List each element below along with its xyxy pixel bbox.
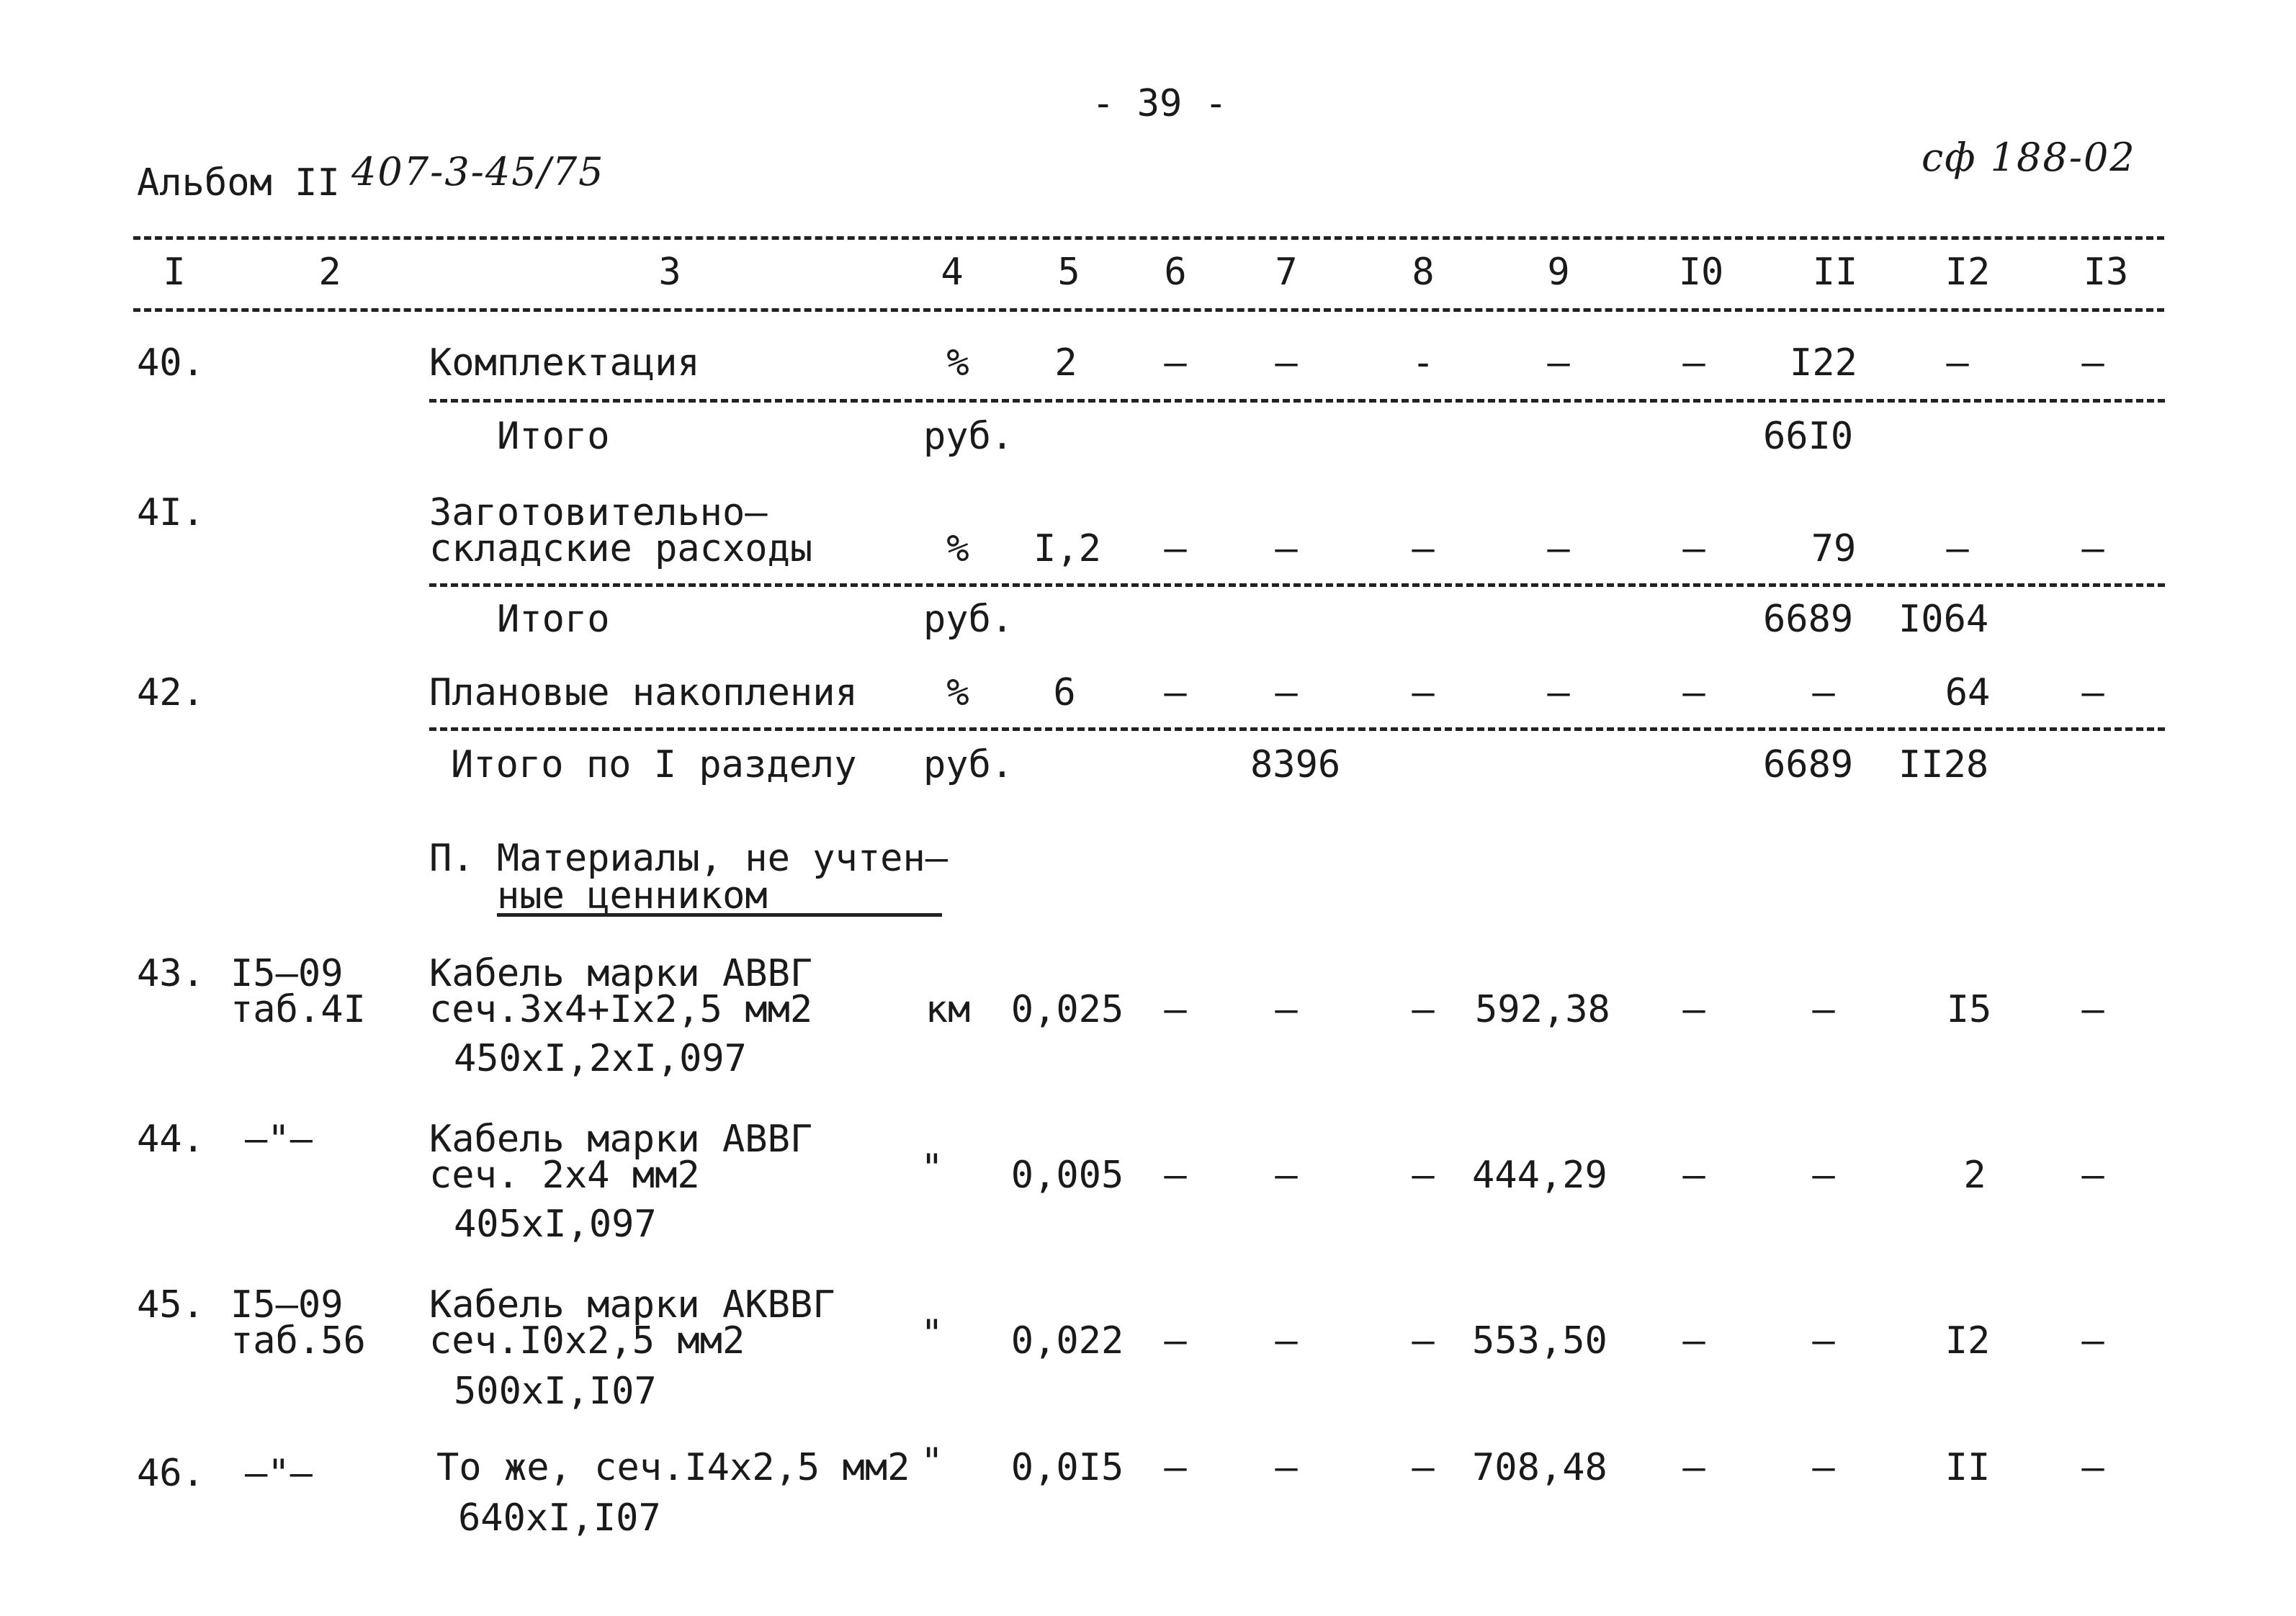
cell-col6: – <box>1164 527 1187 570</box>
cell-col9: 708,48 <box>1472 1446 1607 1489</box>
item-name: складские расходы <box>429 527 813 570</box>
calculation: 405хI,097 <box>454 1203 657 1246</box>
quantity-cell: 0,022 <box>1010 1319 1124 1363</box>
cell-col9: – <box>1547 671 1570 714</box>
subtotal-rule <box>429 727 2165 731</box>
album-code: 407-3-45/75 <box>351 149 605 194</box>
cell-col13: – <box>2081 1319 2104 1363</box>
cell-col9: 553,50 <box>1472 1319 1607 1363</box>
cell-col12: II <box>1945 1446 1991 1489</box>
cell-col7: 8396 <box>1250 743 1341 786</box>
row-number: 44. <box>137 1118 205 1161</box>
section-title-line: П. Материалы, не учтен– <box>429 837 949 880</box>
cell-col8: – <box>1412 1446 1435 1489</box>
unit-cell: % <box>946 527 969 570</box>
cell-col7: – <box>1275 341 1298 385</box>
cell-col7: – <box>1275 671 1298 714</box>
cell-col12: I064 <box>1898 598 1989 641</box>
col-header: 8 <box>1412 251 1435 294</box>
cell-col12: – <box>1946 527 1969 570</box>
item-name: Заготовительно– <box>429 491 768 534</box>
quantity-cell: 6 <box>1053 671 1076 714</box>
cell-col11: 79 <box>1811 527 1857 570</box>
col-header: II <box>1812 251 1858 294</box>
cell-col10: – <box>1682 341 1705 385</box>
cell-col11: 66I0 <box>1763 415 1854 458</box>
cell-col11: 6689 <box>1763 598 1854 641</box>
cell-col11: – <box>1812 1319 1835 1363</box>
item-name: сеч.3х4+Iх2,5 мм2 <box>429 988 813 1031</box>
row-number: 42. <box>137 671 205 714</box>
header-bottom-rule <box>133 308 2164 312</box>
reference-code: таб.56 <box>230 1319 366 1363</box>
cell-col6: – <box>1164 1319 1187 1363</box>
item-name: сеч.I0х2,5 мм2 <box>429 1319 745 1363</box>
unit-cell: % <box>946 671 969 714</box>
unit-cell: " <box>920 1312 943 1355</box>
reference-code: –"– <box>245 1118 313 1161</box>
cell-col11: I22 <box>1790 341 1857 385</box>
quantity-cell: 2 <box>1054 341 1077 385</box>
cell-col13: – <box>2081 1446 2104 1489</box>
cell-col12: I2 <box>1945 1319 1991 1363</box>
cell-col9: 444,29 <box>1472 1154 1607 1197</box>
cell-col11: – <box>1812 1154 1835 1197</box>
calculation: 640хI,I07 <box>458 1496 661 1540</box>
col-header: 5 <box>1057 251 1080 294</box>
item-name: Кабель марки АВВГ <box>429 952 813 995</box>
reference-code: –"– <box>245 1452 313 1495</box>
cell-col12: – <box>1946 341 1969 385</box>
section-underline <box>497 913 942 917</box>
unit-cell: км <box>925 988 971 1031</box>
row-number: 4I. <box>137 491 205 534</box>
cell-col13: – <box>2081 1154 2104 1197</box>
col-header: 7 <box>1275 251 1298 294</box>
unit-cell: " <box>920 1146 943 1190</box>
cell-col6: – <box>1164 1446 1187 1489</box>
quantity-cell: I,2 <box>1033 527 1101 570</box>
cell-col7: – <box>1275 1319 1298 1363</box>
col-header: I3 <box>2083 251 2129 294</box>
cell-col13: – <box>2081 341 2104 385</box>
total-label: Итого <box>497 598 610 641</box>
cell-col6: – <box>1164 1154 1187 1197</box>
col-header: 9 <box>1547 251 1570 294</box>
cell-col12: 64 <box>1945 671 1991 714</box>
cell-col7: – <box>1275 1446 1298 1489</box>
col-header: 2 <box>318 251 341 294</box>
unit-cell: % <box>946 341 969 385</box>
item-name: Кабель марки АКВВГ <box>429 1283 835 1327</box>
col-header: I0 <box>1678 251 1724 294</box>
header-top-rule <box>133 236 2164 240</box>
cell-col8: – <box>1412 988 1435 1031</box>
cell-col11: – <box>1812 671 1835 714</box>
cell-col6: – <box>1164 988 1187 1031</box>
col-header: 3 <box>658 251 681 294</box>
reference-code: таб.4I <box>230 988 366 1031</box>
album-label: Альбом II <box>137 161 340 205</box>
cell-col6: – <box>1164 671 1187 714</box>
row-number: 45. <box>137 1283 205 1327</box>
row-number: 46. <box>137 1452 205 1495</box>
unit-cell: " <box>920 1440 943 1483</box>
sheet-code: сф 188-02 <box>1921 135 2136 180</box>
cell-col12: II28 <box>1898 743 1989 786</box>
cell-col9: 592,38 <box>1475 988 1610 1031</box>
cell-col11: – <box>1812 988 1835 1031</box>
cell-col8: – <box>1412 1154 1435 1197</box>
col-header: I <box>163 251 186 294</box>
cell-col8: – <box>1412 527 1435 570</box>
page-number: - 39 - <box>1092 82 1227 125</box>
unit-cell: руб. <box>923 743 1014 786</box>
quantity-cell: 0,005 <box>1010 1154 1124 1197</box>
subtotal-rule <box>429 583 2165 587</box>
reference-code: I5–09 <box>230 1283 344 1327</box>
cell-col7: – <box>1275 1154 1298 1197</box>
subtotal-rule <box>429 399 2165 403</box>
section-title-line: ные ценником <box>497 874 768 917</box>
col-header: 6 <box>1164 251 1187 294</box>
total-label: Итого <box>497 415 610 458</box>
cell-col10: – <box>1682 1446 1705 1489</box>
item-name: То же, сеч.I4х2,5 мм2 <box>436 1446 910 1489</box>
cell-col8: – <box>1412 1319 1435 1363</box>
cell-col6: – <box>1164 341 1187 385</box>
col-header: 4 <box>941 251 964 294</box>
item-name: сеч. 2х4 мм2 <box>429 1154 700 1197</box>
item-name: Плановые накопления <box>429 671 858 714</box>
cell-col13: – <box>2081 988 2104 1031</box>
cell-col9: – <box>1547 527 1570 570</box>
quantity-cell: 0,025 <box>1010 988 1124 1031</box>
item-name: Кабель марки АВВГ <box>429 1118 813 1161</box>
cell-col8: – <box>1412 671 1435 714</box>
col-header: I2 <box>1945 251 1991 294</box>
unit-cell: руб. <box>923 598 1014 641</box>
cell-col11: – <box>1812 1446 1835 1489</box>
cell-col10: – <box>1682 671 1705 714</box>
cell-col7: – <box>1275 527 1298 570</box>
cell-col11: 6689 <box>1763 743 1854 786</box>
cell-col12: 2 <box>1963 1154 1986 1197</box>
item-name: Комплектация <box>429 341 700 385</box>
reference-code: I5–09 <box>230 952 344 995</box>
cell-col12: I5 <box>1946 988 1992 1031</box>
row-number: 40. <box>137 341 205 385</box>
cell-col8: - <box>1412 341 1435 385</box>
cell-col10: – <box>1682 1319 1705 1363</box>
calculation: 450хI,2хI,097 <box>454 1037 747 1080</box>
cell-col10: – <box>1682 988 1705 1031</box>
cell-col13: – <box>2081 671 2104 714</box>
unit-cell: руб. <box>923 415 1014 458</box>
row-number: 43. <box>137 952 205 995</box>
cell-col10: – <box>1682 527 1705 570</box>
cell-col7: – <box>1275 988 1298 1031</box>
calculation: 500хI,I07 <box>454 1370 657 1413</box>
cell-col10: – <box>1682 1154 1705 1197</box>
cell-col13: – <box>2081 527 2104 570</box>
quantity-cell: 0,0I5 <box>1010 1446 1124 1489</box>
cell-col9: – <box>1547 341 1570 385</box>
total-label: Итого по I разделу <box>451 743 857 786</box>
